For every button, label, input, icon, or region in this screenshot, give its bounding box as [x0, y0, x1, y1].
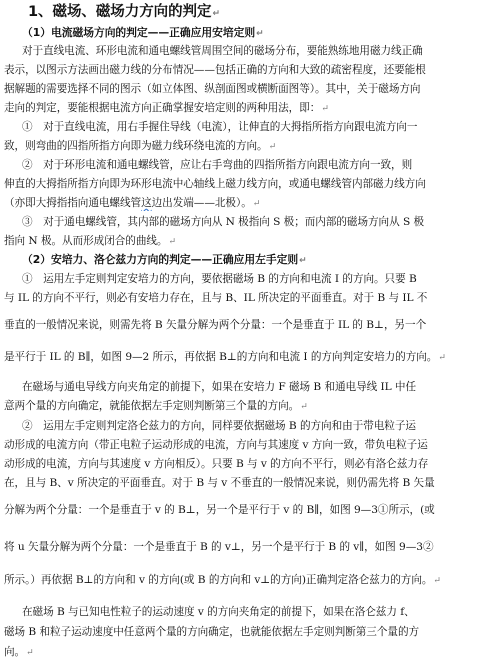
- lorentz-item-line: 将 u 矢量分解为两个分量：一个是垂直于 B 的 v⊥，另一个是平行于 B 的 v∥，如图 9—3②: [4, 541, 434, 553]
- paragraph-1-text: 走向的判定，要能根据电流方向正确掌握安培定则的两种用法，即：: [4, 102, 321, 114]
- subsection-2-title-text: （2）安培力、洛仑兹力方向的判定——正确应用左手定则: [22, 253, 299, 266]
- item-3-text: 指向 N 极。从而形成闭合的曲线。: [4, 235, 168, 247]
- paragraph-3-line: [4, 645, 497, 660]
- lorentz-item-line: 动形成的电流方向（带正电粒子运动形成的电流，方向与其速度 v 方向一致，带负电粒子运: [4, 439, 428, 451]
- paragraph-3-line: 在磁场 B 与已知电性粒子的运动速度 v 的方向夹角定的前提下，如果在洛仑兹力 f、: [22, 606, 415, 618]
- return-mark: ↵: [26, 648, 34, 658]
- return-mark: ↵: [300, 402, 308, 412]
- lorentz-item-line: 在，且与 B、v 所决定的平面垂直。对于 B 与 v 不垂直的一般情况来说，则仍需先将 B 矢量: [4, 477, 435, 489]
- lorentz-item-line: 动形成的电流，方向与其速度 v 方向相反）。只要 B 与 v 的方向不平行，则必有洛仑兹力存: [4, 458, 429, 470]
- return-mark: ↵: [268, 142, 277, 152]
- item-2-text: （亦即大拇指指向通电螺线管: [4, 197, 142, 209]
- subsection-2-title: [22, 253, 497, 268]
- spellcheck-underlined-text: 这: [141, 197, 152, 209]
- return-mark: ↵: [433, 576, 441, 586]
- section-title: [28, 3, 497, 23]
- section-title-text: 1、磁场、磁场力方向的判定: [28, 4, 212, 20]
- return-mark: ↵: [438, 353, 446, 363]
- return-mark: ↵: [252, 199, 261, 209]
- item-2-line: ② 对于环形电流和通电螺线管，应让右手弯曲的四指所指方向跟电流方向一致，则: [22, 159, 413, 171]
- paragraph-1-line: [4, 101, 497, 116]
- paragraph-3-text: 向。: [4, 646, 26, 658]
- paragraph-3-line: 磁场 B 和粒子运动速度中任意两个量的方向确定，也就能依据左手定则判断第三个量的方: [4, 626, 420, 638]
- paragraph-1-line: 表示，以图示方法画出磁力线的分布情况——包括正确的方向和大致的疏密程度，还要能根: [4, 64, 426, 76]
- item-2-line: [4, 196, 497, 211]
- ampere-item-line: 与 IL 的方向不平行，则必有安培力存在，且与 B、IL 所决定的平面垂直。对于 B 与 IL 不: [4, 292, 428, 304]
- ampere-item-text: 是平行于 IL 的 B∥，如图 9—2 所示，再依据 B⊥的方向和电流 I 的方向判定安培力的方向。: [4, 351, 438, 363]
- lorentz-item-line: 分解为两个分量：一个是垂直于 v 的 B⊥，另一个是平行于 v 的 B∥，如图 9—3①所示，(或: [4, 504, 435, 516]
- paragraph-2-line: 在磁场与通电导线方向夹角定的前提下，如果在安培力 F 磁场 B 和通电导线 IL 中任: [22, 381, 417, 393]
- paragraph-2-text: 意两个量的方向确定，就能依据左手定则判断第三个量的方向。: [4, 400, 300, 412]
- item-2-line: 伸直的大拇指所指方向即为环形电流中心轴线上磁力线方向，或通电螺线管内部磁力线方向: [4, 178, 426, 190]
- item-1-line: [4, 139, 497, 154]
- subsection-1-title: [22, 26, 497, 41]
- ampere-item-line: [4, 350, 497, 365]
- item-3-line: [4, 234, 497, 249]
- return-mark: ↵: [321, 104, 329, 114]
- lorentz-item-line: [4, 573, 497, 588]
- subsection-1-title-text: （1）电流磁场方向的判定——正确应用安培定则: [22, 26, 256, 39]
- return-mark: ↵: [299, 256, 307, 266]
- return-mark: ↵: [256, 29, 264, 39]
- item-2-text: 边出发端——北极）。: [151, 197, 252, 209]
- item-1-line: ① 对于直线电流，用右手握住导线（电流），让伸直的大拇指所指方向跟电流方向一: [22, 121, 418, 133]
- paragraph-2-line: [4, 399, 497, 414]
- ampere-item-line: 垂直的一般情况来说，则需先将 B 矢量分解为两个分量：一个是垂直于 IL 的 B⊥，另一个: [4, 319, 427, 331]
- return-mark: ↵: [212, 9, 220, 19]
- item-1-text: 致，则弯曲的四指所指方向即为磁力线环绕电流的方向。: [4, 140, 268, 152]
- lorentz-item-text: 所示。）再依据 B⊥的方向和 v 的方向(或 B 的方向和 v⊥的方向)正确判定洛仑兹力的方向。: [4, 574, 433, 586]
- item-3-line: ③ 对于通电螺线管，其内部的磁场方向从 N 极指向 S 极；而内部的磁场方向从 S 极: [22, 216, 425, 228]
- ampere-item-line: ① 运用左手定则判定安培力的方向，要依据磁场 B 的方向和电流 I 的方向。只要 B: [22, 273, 417, 285]
- paragraph-1-line: 据解题的需要选择不同的图示（如立体图、纵剖面图或横断面图等）。其中，关于磁场方向: [4, 83, 421, 95]
- lorentz-item-line: ② 运用左手定则判定洛仑兹力的方向，同样要依据磁场 B 的方向和由于带电粒子运: [22, 420, 416, 432]
- return-mark: ↵: [168, 237, 176, 247]
- paragraph-1-line: 对于直线电流、环形电流和通电螺线管周围空间的磁场分布，要能熟练地用磁力线正确: [22, 45, 423, 57]
